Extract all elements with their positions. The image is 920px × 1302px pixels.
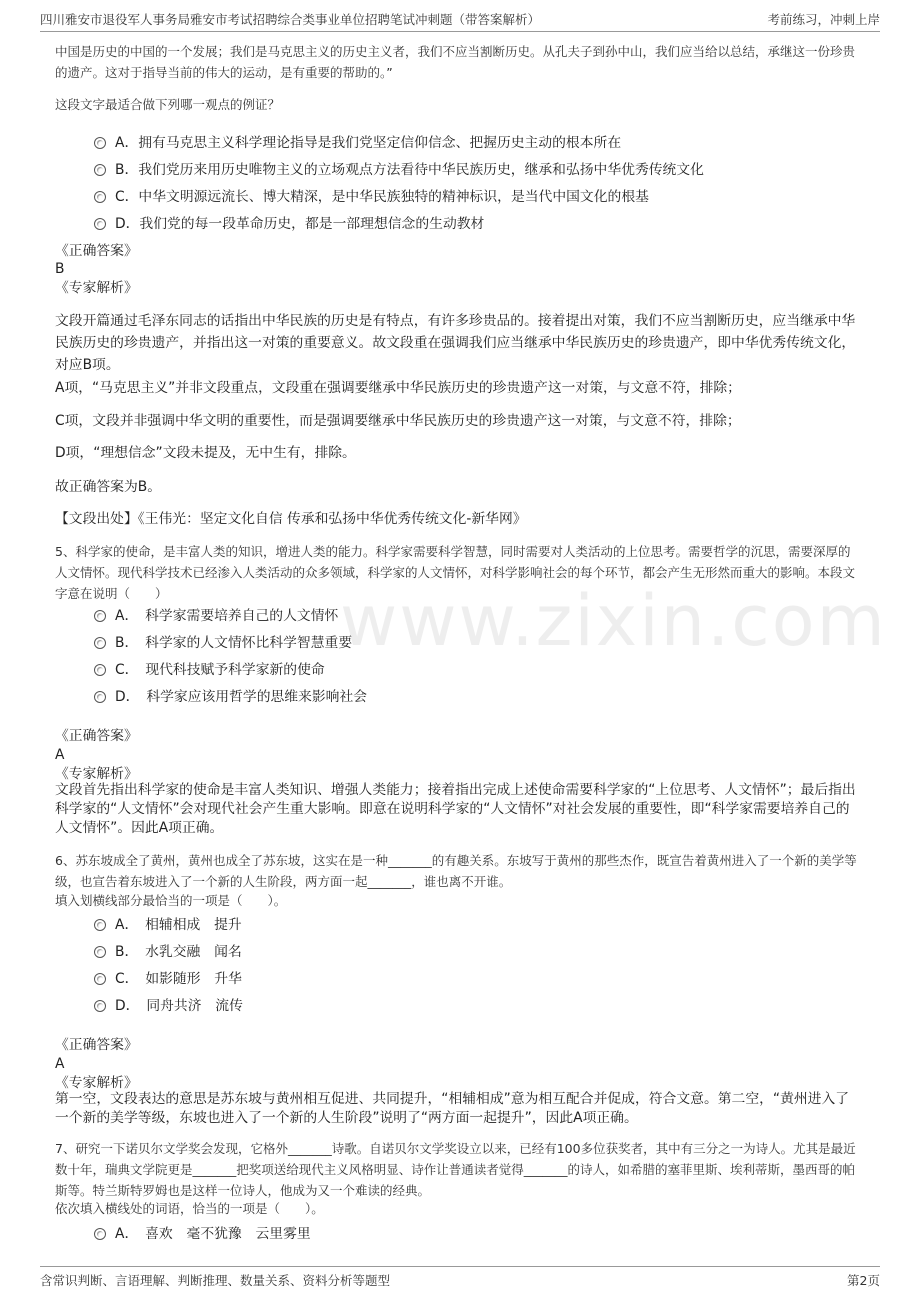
footer-divider [40,1266,880,1267]
q4-option-b[interactable] [94,158,704,178]
q5-option-c[interactable] [94,658,325,678]
radio-icon[interactable] [94,1228,106,1240]
q4-question: 这段文字最适合做下列哪一观点的例证？ [55,97,281,112]
q5-stem: 5、科学家的使命，是丰富人类的知识，增进人类的能力。科学家需要科学智慧，同时需要对人类活动的上位思考。需要哲学的沉思，需要深厚的人文情怀。现代科学技术已经渗入人类活动的众多领域，科学家的人文情怀，对科学影响社会的每个环节，都会产生无形然而重大的影响。本段文字意在说明（ ） [55,544,856,601]
page-number: 第2页 [847,1273,880,1288]
radio-icon[interactable] [94,610,106,622]
q4-source: 【文段出处】《王伟光：坚定文化自信 传承和弘扬中华优秀传统文化-新华网》 [55,511,527,527]
radio-icon[interactable] [94,1000,106,1012]
q5-option-d[interactable] [94,685,367,705]
radio-icon[interactable] [94,218,106,230]
q6-analysis: 第一空，文段表达的意思是苏东坡与黄州相互促进、共同提升，“相辅相成”意为相互配合并促成，符合文意。第二空，“黄州进入了一个新的美学等级，东坡也进入了一个新的人生阶段”说明了“两方面一起提升”，因此A项正确。 [55,1091,850,1126]
header-divider [40,31,880,32]
q6-option-b-text: B． 水乳交融 闻名 [115,944,242,960]
q4-answer: B [55,261,65,277]
q6-option-a-text: A． 相辅相成 提升 [115,917,242,933]
q4-analysis-para-2: A项，“马克思主义”并非文段重点，文段重在强调要继承中华民族历史的珍贵遗产这一对策，与文意不符，排除； [55,380,741,396]
q6-option-d-text: D． 同舟共济 流传 [115,998,243,1014]
q6-stem: 6、苏东坡成全了黄州，黄州也成全了苏东坡，这实在是一种_______的有趣关系。东坡写于黄州的那些杰作，既宣告着黄州进入了一个新的美学等级，也宣告着东坡进入了一个新的人生阶段，两方面一起_______，谁也离不开谁。 [55,853,857,889]
q7-option-a-text: A． 喜欢 毫不犹豫 云里雾里 [115,1226,311,1242]
q5-option-c-text: C． 现代科技赋予科学家新的使命 [115,662,325,678]
radio-icon[interactable] [94,946,106,958]
q4-analysis-conclusion: 故正确答案为B。 [55,479,162,495]
q4-option-d-text: D．我们党的每一段革命历史，都是一部理想信念的生动教材 [115,216,485,232]
q4-analysis-para-3: C项，文段并非强调中华文明的重要性，而是强调要继承中华民族历史的珍贵遗产这一对策，与文意不符，排除； [55,413,741,429]
radio-icon[interactable] [94,691,106,703]
radio-icon[interactable] [94,664,106,676]
radio-icon[interactable] [94,164,106,176]
q6-option-c[interactable] [94,967,242,987]
q4-option-a[interactable] [94,131,621,151]
q6-option-c-text: C． 如影随形 升华 [115,971,242,987]
q5-answer-label: 《正确答案》 [55,728,138,744]
q5-option-a[interactable] [94,604,338,624]
q4-option-c-text: C．中华文明源远流长、博大精深，是中华民族独特的精神标识，是当代中国文化的根基 [115,189,649,205]
q5-option-d-text: D． 科学家应该用哲学的思维来影响社会 [115,689,368,705]
q4-answer-label: 《正确答案》 [55,243,138,259]
q6-analysis-label: 《专家解析》 [55,1075,138,1091]
q4-option-c[interactable] [94,185,649,205]
document-header-slogan: 考前练习，冲刺上岸 [767,12,880,27]
q5-analysis: 文段首先指出科学家的使命是丰富人类知识、增强人类能力；接着指出完成上述使命需要科学家的“上位思考、人文情怀”；最后指出科学家的“人文情怀”会对现代社会产生重大影响。即意在说明科学家的“人文情怀”对社会发展的重要性，即“科学家需要培养自己的人文情怀”。因此A项正确。 [55,782,856,836]
footer-description: 含常识判断、言语理解、判断推理、数量关系、资料分析等题型 [40,1273,391,1288]
q4-analysis-para-4: D项，“理想信念”文段未提及，无中生有，排除。 [55,445,356,461]
radio-icon[interactable] [94,637,106,649]
radio-icon[interactable] [94,191,106,203]
q5-option-b-text: B． 科学家的人文情怀比科学智慧重要 [115,635,353,651]
q4-passage: 中国是历史的中国的一个发展；我们是马克思主义的历史主义者，我们不应当割断历史。从孔夫子到孙中山，我们应当给以总结，承继这一份珍贵的遗产。这对于指导当前的伟大的运动，是有重要的帮助的。” [55,44,856,80]
q4-analysis-label: 《专家解析》 [55,280,138,296]
q6-question: 填入划横线部分最恰当的一项是（ ）。 [55,893,287,908]
q5-option-a-text: A． 科学家需要培养自己的人文情怀 [115,608,339,624]
q4-option-a-text: A．拥有马克思主义科学理论指导是我们党坚定信仰信念、把握历史主动的根本所在 [115,135,622,151]
q7-question: 依次填入横线处的词语，恰当的一项是（ ）。 [55,1201,324,1216]
q6-answer: A [55,1056,65,1072]
q6-option-d[interactable] [94,994,243,1014]
watermark: www.zixin.com [340,580,887,662]
q4-option-d[interactable] [94,212,484,232]
document-header-title: 四川雅安市退役军人事务局雅安市考试招聘综合类事业单位招聘笔试冲刺题（带答案解析） [40,12,541,27]
q6-option-b[interactable] [94,940,242,960]
q4-analysis-para-1: 文段开篇通过毛泽东同志的话指出中华民族的历史是有特点，有许多珍贵品的。接着提出对策，我们不应当割断历史，应当继承中华民族历史的珍贵遗产，并指出这一对策的重要意义。故文段重在强调我们应当继承中华民族历史的珍贵遗产，即中华优秀传统文化，对应B项。 [55,313,856,373]
q5-answer: A [55,747,65,763]
radio-icon[interactable] [94,919,106,931]
q5-option-b[interactable] [94,631,352,651]
q6-option-a[interactable] [94,913,242,933]
radio-icon[interactable] [94,973,106,985]
q6-answer-label: 《正确答案》 [55,1037,138,1053]
q4-option-b-text: B．我们党历来用历史唯物主义的立场观点方法看待中华民族历史，继承和弘扬中华优秀传统文化 [115,162,704,178]
q7-option-a[interactable] [94,1222,311,1242]
q7-stem: 7、研究一下诺贝尔文学奖会发现，它格外_______诗歌。自诺贝尔文学奖设立以来，已经有100多位获奖者，其中有三分之一为诗人。尤其是最近数十年，瑞典文学院更是_______把奖项送给现代主义风格明显、诗作让普通读者觉得_______的诗人，如希腊的塞菲里斯、埃利蒂斯，墨西哥的帕斯等。特兰斯特罗姆也是这样一位诗人，他成为又一个难读的经典。 [55,1141,856,1198]
radio-icon[interactable] [94,137,106,149]
q5-analysis-label: 《专家解析》 [55,766,138,782]
